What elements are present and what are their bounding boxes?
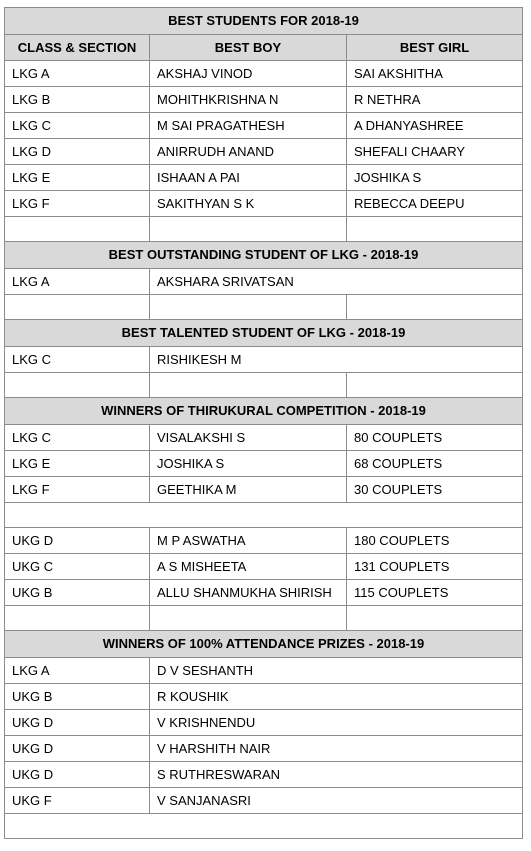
girl-cell: JOSHIKA S xyxy=(347,165,523,191)
student-cell: AKSHARA SRIVATSAN xyxy=(150,269,523,295)
class-cell: LKG C xyxy=(5,425,150,451)
class-cell: LKG F xyxy=(5,477,150,503)
empty-cell xyxy=(347,606,523,631)
table-row xyxy=(5,139,523,165)
table-row xyxy=(5,477,523,503)
table-row xyxy=(5,554,523,580)
table-row xyxy=(5,425,523,451)
boy-cell: ISHAAN A PAI xyxy=(150,165,347,191)
student-cell: V KRISHNENDU xyxy=(150,710,523,736)
class-cell: LKG D xyxy=(5,139,150,165)
table-row xyxy=(5,61,523,87)
class-cell: LKG A xyxy=(5,269,150,295)
empty-cell xyxy=(5,373,150,398)
couplets-cell: 80 COUPLETS xyxy=(347,425,523,451)
couplets-cell: 30 COUPLETS xyxy=(347,477,523,503)
couplets-cell: 115 COUPLETS xyxy=(347,580,523,606)
empty-cell xyxy=(347,217,523,242)
empty-cell xyxy=(150,295,347,320)
class-cell: LKG C xyxy=(5,113,150,139)
column-header-best-girl: BEST GIRL xyxy=(347,35,523,61)
empty-row xyxy=(5,373,523,398)
student-cell: S RUTHRESWARAN xyxy=(150,762,523,788)
table-row xyxy=(5,528,523,554)
empty-cell xyxy=(150,373,347,398)
table-row xyxy=(5,347,523,373)
student-cell: R KOUSHIK xyxy=(150,684,523,710)
class-cell: UKG C xyxy=(5,554,150,580)
girl-cell: SAI AKSHITHA xyxy=(347,61,523,87)
section-title-row xyxy=(5,631,523,658)
empty-cell xyxy=(5,503,523,528)
awards-table xyxy=(4,7,523,839)
section-title-row xyxy=(5,242,523,269)
class-cell: LKG E xyxy=(5,165,150,191)
empty-row xyxy=(5,295,523,320)
class-cell: UKG D xyxy=(5,762,150,788)
empty-cell xyxy=(5,814,523,839)
section-title-row xyxy=(5,398,523,425)
couplets-cell: 68 COUPLETS xyxy=(347,451,523,477)
empty-row xyxy=(5,503,523,528)
table-row xyxy=(5,165,523,191)
couplets-cell: 180 COUPLETS xyxy=(347,528,523,554)
section-title-best-students: BEST STUDENTS FOR 2018-19 xyxy=(5,8,523,35)
column-header-class: CLASS & SECTION xyxy=(5,35,150,61)
boy-cell: SAKITHYAN S K xyxy=(150,191,347,217)
class-cell: UKG D xyxy=(5,528,150,554)
girl-cell: A DHANYASHREE xyxy=(347,113,523,139)
class-cell: UKG D xyxy=(5,736,150,762)
empty-cell xyxy=(150,217,347,242)
table-row xyxy=(5,684,523,710)
section-title-row xyxy=(5,8,523,35)
class-cell: LKG C xyxy=(5,347,150,373)
student-cell: VISALAKSHI S xyxy=(150,425,347,451)
class-cell: UKG B xyxy=(5,684,150,710)
table-row xyxy=(5,269,523,295)
column-header-row xyxy=(5,35,523,61)
empty-row xyxy=(5,814,523,839)
table-row xyxy=(5,736,523,762)
table-row xyxy=(5,788,523,814)
class-cell: LKG E xyxy=(5,451,150,477)
girl-cell: SHEFALI CHAARY xyxy=(347,139,523,165)
empty-cell xyxy=(347,295,523,320)
student-cell: A S MISHEETA xyxy=(150,554,347,580)
class-cell: LKG A xyxy=(5,61,150,87)
table-row xyxy=(5,87,523,113)
class-cell: UKG D xyxy=(5,710,150,736)
student-cell: GEETHIKA M xyxy=(150,477,347,503)
student-cell: V HARSHITH NAIR xyxy=(150,736,523,762)
class-cell: UKG F xyxy=(5,788,150,814)
student-cell: JOSHIKA S xyxy=(150,451,347,477)
empty-cell xyxy=(5,217,150,242)
table-row xyxy=(5,658,523,684)
student-cell: V SANJANASRI xyxy=(150,788,523,814)
table-row xyxy=(5,191,523,217)
empty-row xyxy=(5,217,523,242)
student-cell: D V SESHANTH xyxy=(150,658,523,684)
class-cell: LKG A xyxy=(5,658,150,684)
section-title-thirukural: WINNERS OF THIRUKURAL COMPETITION - 2018-19 xyxy=(5,398,523,425)
table-row xyxy=(5,451,523,477)
empty-cell xyxy=(5,295,150,320)
section-title-attendance: WINNERS OF 100% ATTENDANCE PRIZES - 2018-19 xyxy=(5,631,523,658)
empty-cell xyxy=(5,606,150,631)
boy-cell: MOHITHKRISHNA N xyxy=(150,87,347,113)
empty-cell xyxy=(347,373,523,398)
student-cell: ALLU SHANMUKHA SHIRISH xyxy=(150,580,347,606)
boy-cell: AKSHAJ VINOD xyxy=(150,61,347,87)
boy-cell: ANIRRUDH ANAND xyxy=(150,139,347,165)
boy-cell: M SAI PRAGATHESH xyxy=(150,113,347,139)
class-cell: LKG F xyxy=(5,191,150,217)
class-cell: LKG B xyxy=(5,87,150,113)
empty-cell xyxy=(150,606,347,631)
section-title-talented-student: BEST TALENTED STUDENT OF LKG - 2018-19 xyxy=(5,320,523,347)
column-header-best-boy: BEST BOY xyxy=(150,35,347,61)
section-title-outstanding-student: BEST OUTSTANDING STUDENT OF LKG - 2018-19 xyxy=(5,242,523,269)
table-row xyxy=(5,762,523,788)
girl-cell: REBECCA DEEPU xyxy=(347,191,523,217)
empty-row xyxy=(5,606,523,631)
student-cell: M P ASWATHA xyxy=(150,528,347,554)
table-row xyxy=(5,710,523,736)
couplets-cell: 131 COUPLETS xyxy=(347,554,523,580)
class-cell: UKG B xyxy=(5,580,150,606)
student-cell: RISHIKESH M xyxy=(150,347,523,373)
section-title-row xyxy=(5,320,523,347)
girl-cell: R NETHRA xyxy=(347,87,523,113)
table-row xyxy=(5,580,523,606)
table-row xyxy=(5,113,523,139)
